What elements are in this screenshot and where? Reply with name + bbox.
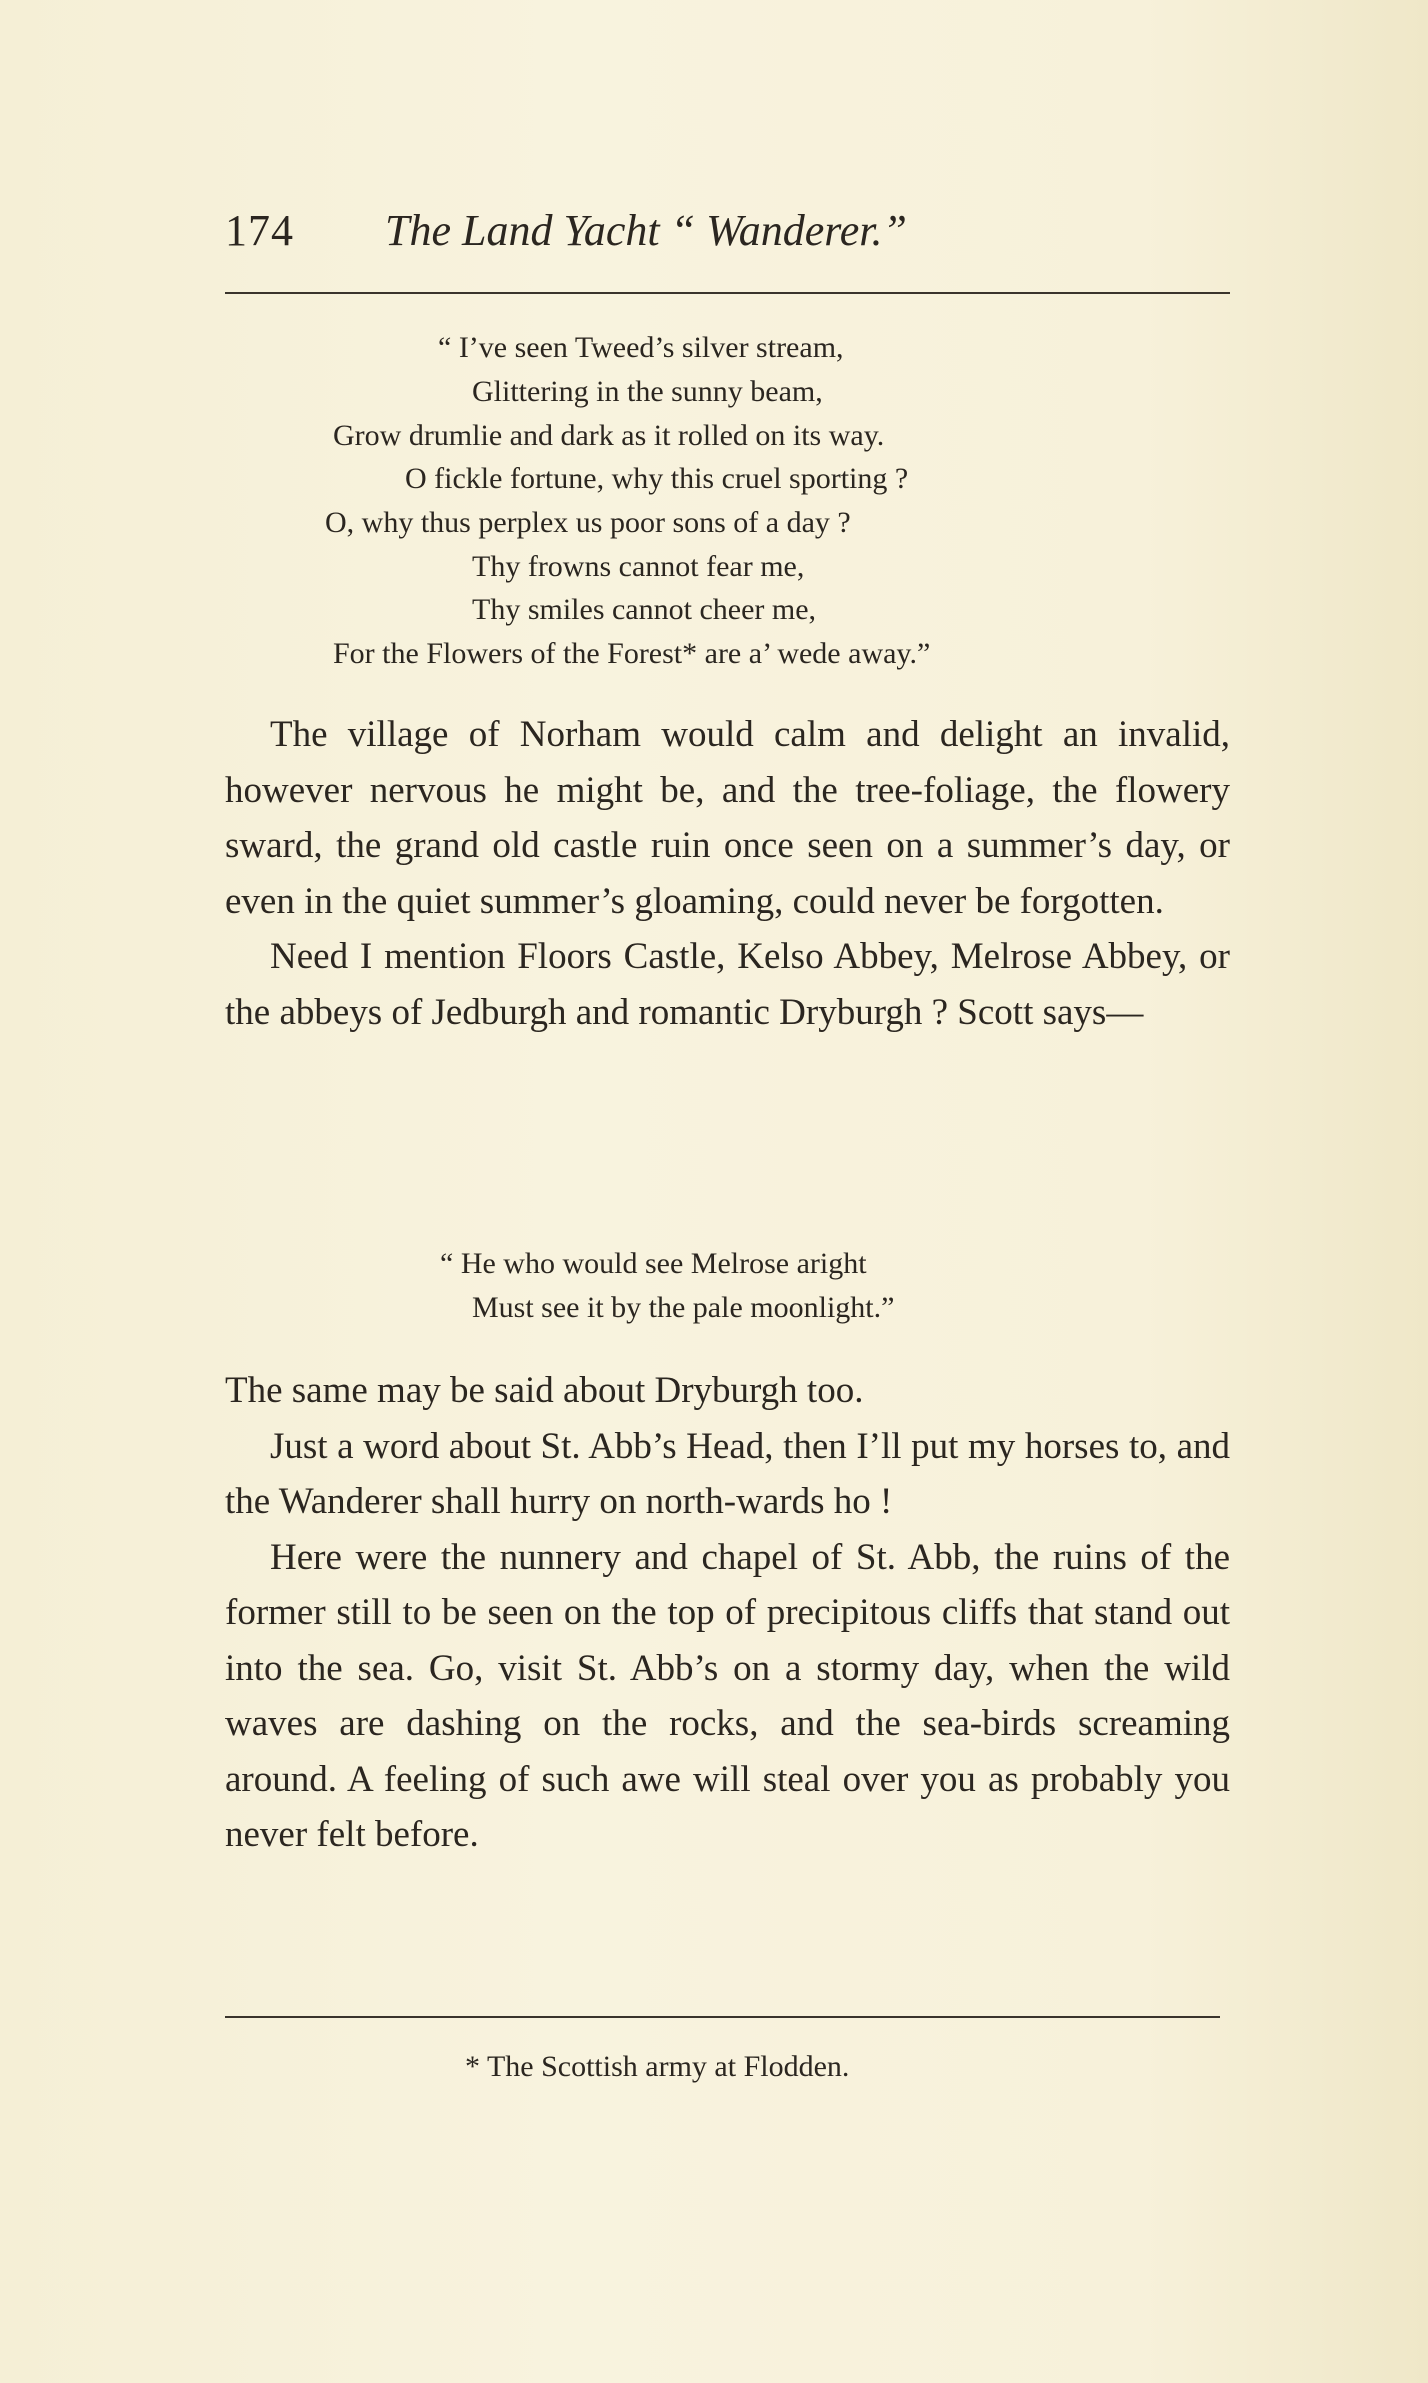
header-rule	[225, 292, 1230, 294]
page-number: 174	[225, 206, 294, 255]
verse-line: O, why thus perplex us poor sons of a day ?	[325, 506, 851, 539]
paragraph-nunnery: Here were the nunnery and chapel of St. Abb, the ruins of the former still to be seen on the top of precipitous cliffs that stand out into the sea. Go, visit St. Abb’s on a stormy day, when the wild waves are dashing on the rocks, and the sea-birds screaming around. A feeling of such awe will steal over you as probably you never felt before.	[225, 1536, 1230, 1855]
verse-line: Must see it by the pale moonlight.”	[472, 1291, 895, 1324]
verse-line: For the Flowers of the Forest* are a’ wede away.”	[333, 637, 931, 670]
prose-section-norham	[225, 707, 1230, 1040]
paragraph-dryburgh: The same may be said about Dryburgh too.	[225, 1370, 864, 1411]
paragraph-abbeys: Need I mention Floors Castle, Kelso Abbey, Melrose Abbey, or the abbeys of Jedburgh and romantic Dryburgh ? Scott says—	[225, 936, 1230, 1033]
verse-line: “ He who would see Melrose aright	[440, 1247, 867, 1280]
verse-line: “ I’ve seen Tweed’s silver stream,	[438, 331, 844, 364]
paragraph-norham: The village of Norham would calm and delight an invalid, however nervous he might be, and the tree-foliage, the flowery sward, the grand old castle ruin once seen on a summer’s day, or even in the quiet summer’s gloaming, could never be forgotten.	[225, 714, 1230, 922]
footnote: * The Scottish army at Flodden.	[465, 2050, 850, 2083]
verse-line: Glittering in the sunny beam,	[472, 375, 823, 408]
page-header	[225, 205, 1230, 265]
verse-line: Thy smiles cannot cheer me,	[472, 593, 817, 626]
prose-section-st-abbs	[225, 1363, 1230, 1863]
verse-line: O fickle fortune, why this cruel sporting ?	[405, 462, 909, 495]
footnote-rule	[225, 2016, 1220, 2018]
running-title: The Land Yacht “ Wanderer.”	[385, 206, 908, 255]
verse-line: Grow drumlie and dark as it rolled on its way.	[333, 419, 885, 452]
paragraph-st-abbs-head: Just a word about St. Abb’s Head, then I’ll put my horses to, and the Wanderer shall hurry on north-wards ho !	[225, 1425, 1230, 1522]
verse-line: Thy frowns cannot fear me,	[472, 550, 805, 583]
